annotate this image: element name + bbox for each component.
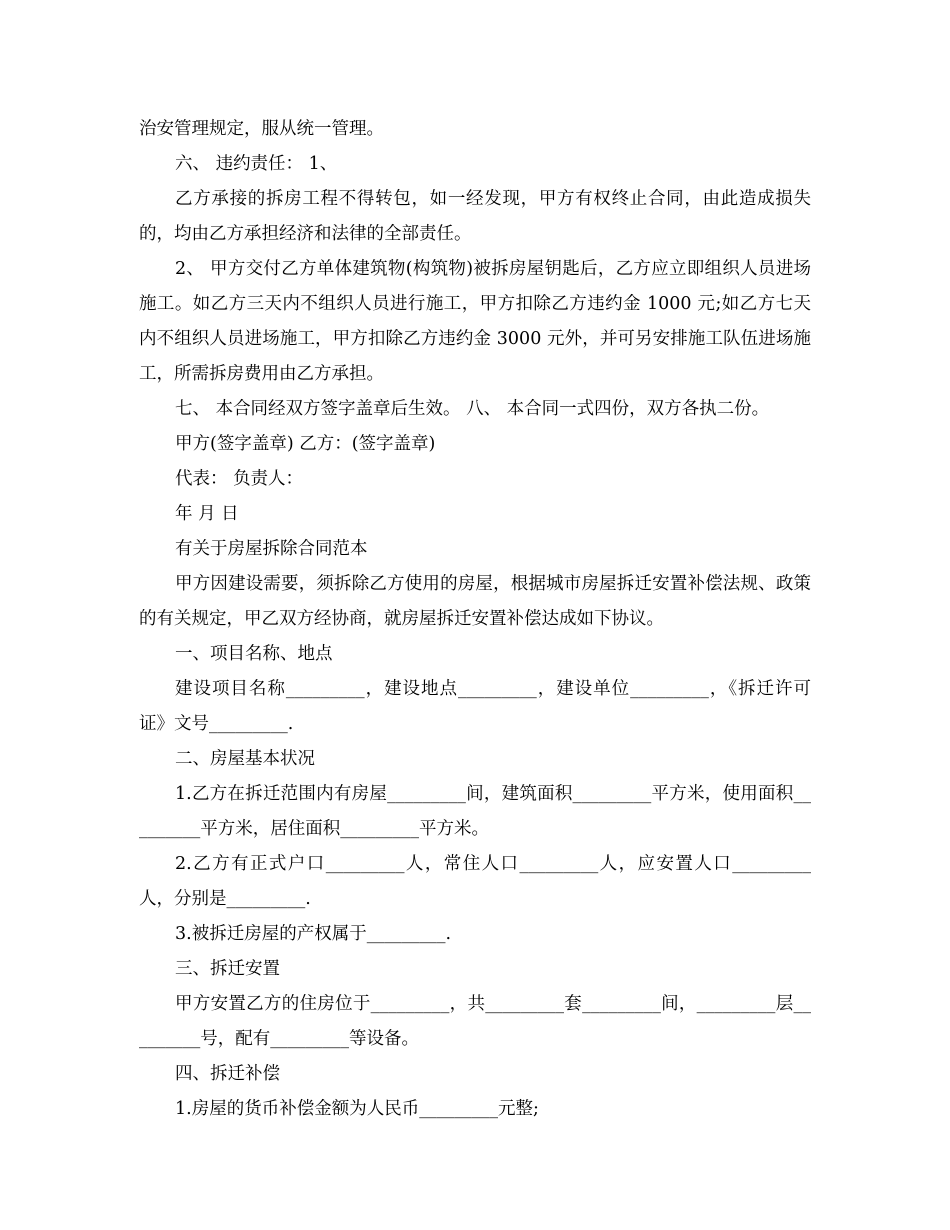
section-heading-project: 一、项目名称、地点: [175, 644, 333, 664]
document-title: 有关于房屋拆除合同范本: [175, 539, 368, 559]
signature-date: 年 月 日: [175, 504, 239, 524]
signature-representatives: 代表： 负责人：: [175, 469, 304, 489]
paragraph-monetary-compensation: 1.房屋的货币补偿金额为人民币_________元整;: [175, 1099, 539, 1119]
signature-parties: 甲方(签字盖章) 乙方：(签字盖章): [175, 434, 436, 454]
paragraph-household: 2.乙方有正式户口_________人，常住人口_________人，应安置人口_________人，分别是_________.: [139, 854, 811, 909]
paragraph-project-details: 建设项目名称_________，建设地点_________，建设单位_________，《拆迁许可证》文号_________.: [139, 679, 811, 734]
section-heading-relocation: 三、拆迁安置: [175, 959, 280, 979]
paragraph-house-area: 1.乙方在拆迁范围内有房屋_________间，建筑面积_________平方米，使用面积_________平方米，居住面积_________平方米。: [139, 784, 811, 839]
paragraph-relocation-housing: 甲方安置乙方的住房位于_________，共_________套_________间，_________层_________号，配有_________等设备。: [139, 994, 811, 1049]
section-heading-house-status: 二、房屋基本状况: [175, 749, 315, 769]
section-heading-breach: 六、 违约责任： 1、: [175, 154, 338, 174]
document-body: [139, 112, 811, 1127]
section-heading-compensation: 四、拆迁补偿: [175, 1064, 280, 1084]
paragraph-penalty: 2、 甲方交付乙方单体建筑物(构筑物)被拆房屋钥匙后，乙方应立即组织人员进场施工。如乙方三天内不组织人员进行施工，甲方扣除乙方违约金 1000 元;如乙方七天内不组织人员进场施工，甲方扣除乙方违约金 3000 元外，并可另安排施工队伍进场施工，所需拆房费用由乙方承担。: [139, 259, 811, 384]
paragraph-effective-copies: 七、 本合同经双方签字盖章后生效。 八、 本合同一式四份，双方各执二份。: [175, 399, 770, 419]
paragraph-intro-fragment: 治安管理规定，服从统一管理。: [139, 119, 384, 139]
paragraph-ownership: 3.被拆迁房屋的产权属于_________.: [175, 924, 452, 944]
paragraph-no-subcontract: 乙方承接的拆房工程不得转包，如一经发现，甲方有权终止合同，由此造成损失的，均由乙方承担经济和法律的全部责任。: [139, 189, 811, 244]
paragraph-preamble: 甲方因建设需要，须拆除乙方使用的房屋，根据城市房屋拆迁安置补偿法规、政策的有关规定，甲乙双方经协商，就房屋拆迁安置补偿达成如下协议。: [139, 574, 811, 629]
